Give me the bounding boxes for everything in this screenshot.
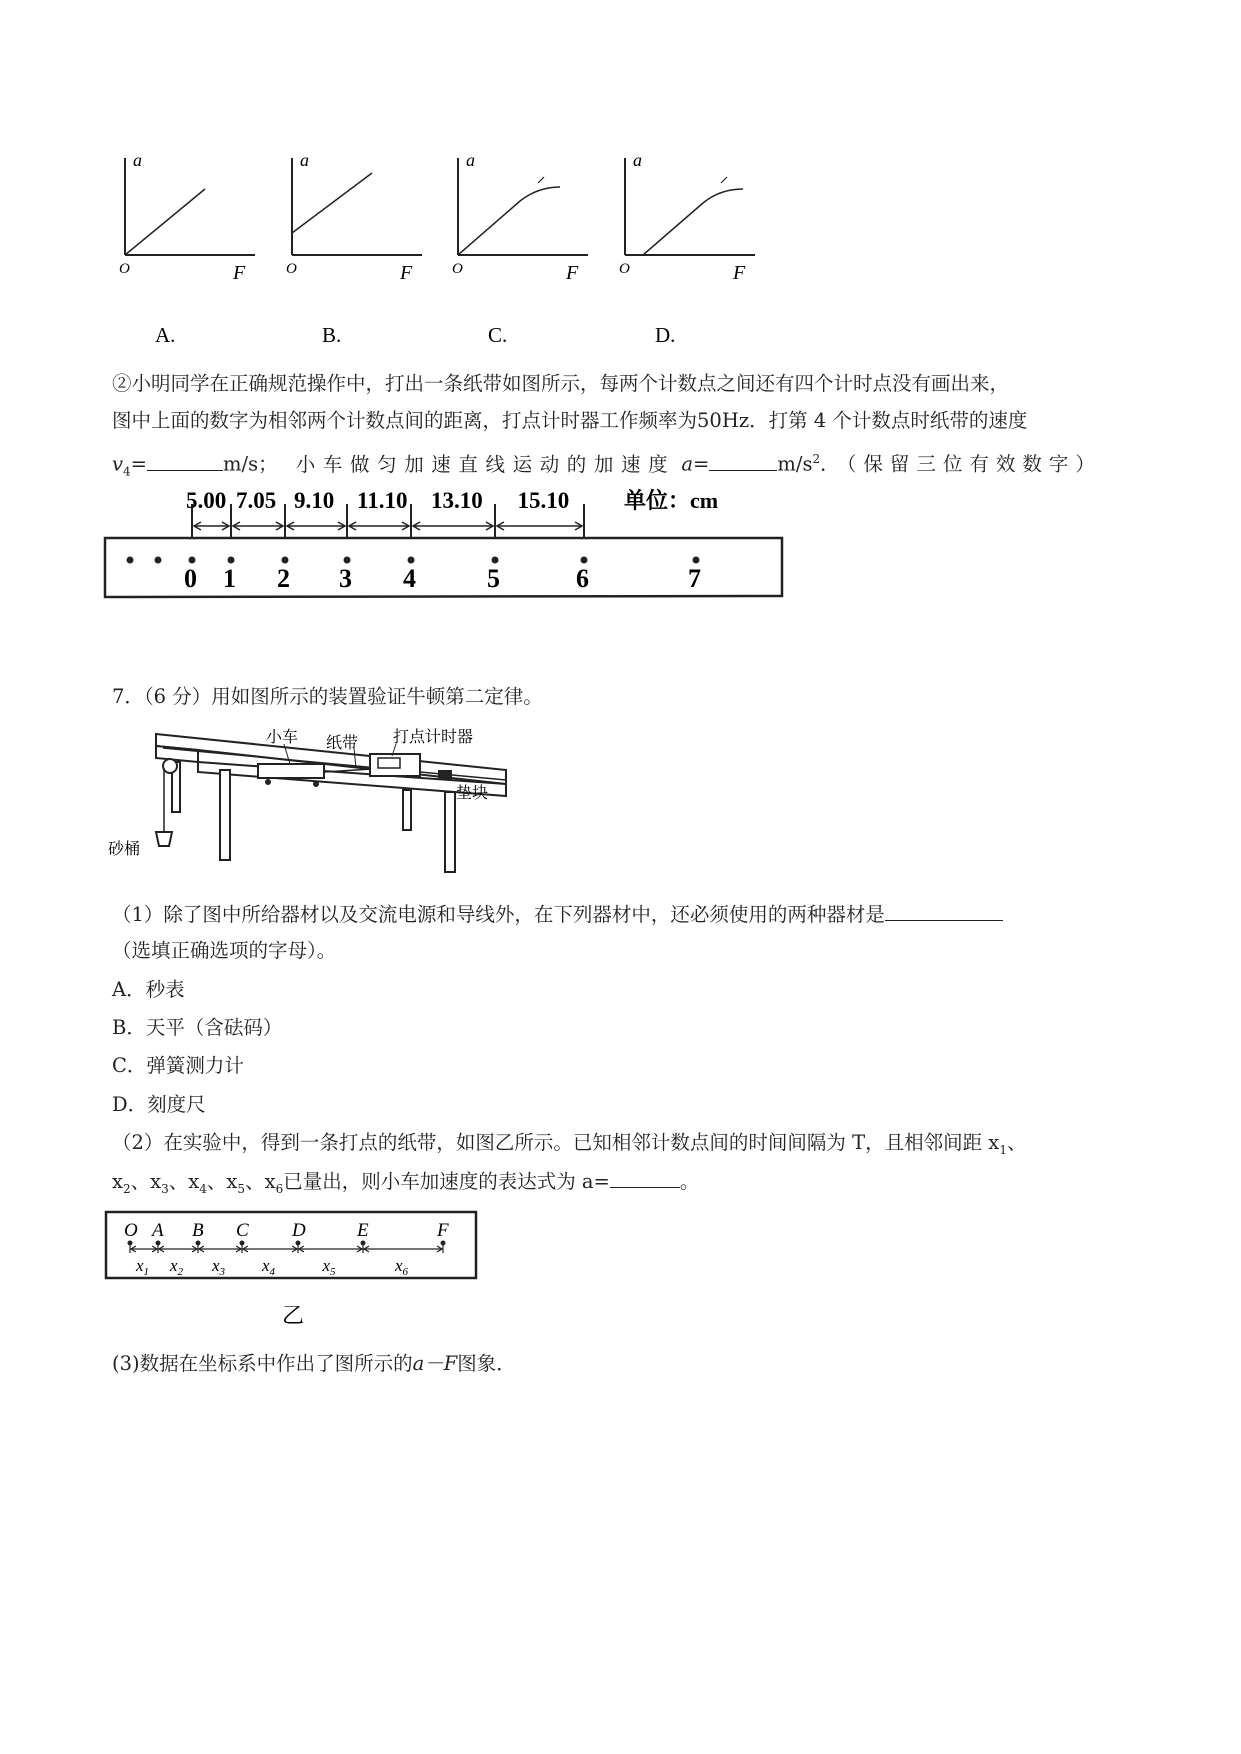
q7-part2-sep: 、x (245, 1170, 276, 1193)
graph-axis-f: F (400, 262, 413, 284)
tape2-point-label: F (437, 1220, 449, 1241)
tape2-segment-label: $x_2$ (170, 1256, 184, 1278)
q6-part2-line1: ②小明同学在正确规范操作中，打出一条纸带如图所示，每两个计数点之间还有四个计时点没有画出来， (112, 372, 1010, 395)
q7-option-a: A．秒表 (112, 978, 185, 1001)
q7-part2-line2: $x_2$、$x_3$、$x_4$、$x_5$、$x_6$已量出，则小车加速度的表达式为 a= 。 (112, 1167, 1132, 1203)
tape1-point (344, 557, 351, 564)
tape2-point-label: O (124, 1220, 138, 1241)
tape1-point (408, 557, 415, 564)
tape1-point (228, 557, 235, 564)
equals-sign-2: = (693, 452, 710, 476)
tape1-point (693, 557, 700, 564)
q7-part3-end: 图象． (457, 1352, 516, 1375)
accel-text: 小车做匀加速直线运动的加速度 (295, 452, 676, 476)
sig-fig-note: ．（保留三位有效数字） (820, 452, 1102, 476)
tape2-caption: 乙 (282, 1303, 305, 1328)
tape1-point-label: 4 (403, 564, 416, 593)
label-bucket: 砂桶 (108, 841, 141, 858)
graph-origin: O (286, 261, 297, 277)
tape2-segment-label: $x_3$ (212, 1256, 226, 1278)
q7-stem: 7．（6 分）用如图所示的装置验证牛顿第二定律。 (112, 685, 543, 708)
tape1-point-label: 0 (184, 564, 197, 593)
tape1-unit: 单位：cm (624, 488, 719, 513)
tape1-dot-extra (127, 557, 134, 564)
unit-a-superscript: 2 (812, 452, 821, 466)
q6-part2-line2: 图中上面的数字为相邻两个计数点间的距离，打点计时器工作频率为50Hz．打第 4 个计数点时纸带的速度 (112, 409, 1028, 432)
tape1-distance: 7.05 (236, 488, 277, 513)
tape1-point (189, 557, 196, 564)
tape2-segment-label: $x_6$ (395, 1256, 409, 1278)
equals-sign: = (130, 452, 148, 476)
tape1-point-label: 3 (339, 564, 352, 593)
tape1-point (492, 557, 499, 564)
tape1-point-label: 6 (576, 564, 589, 593)
apparatus-diagram (108, 722, 528, 882)
tape1-point-label: 1 (223, 564, 236, 593)
tape1-point-label: 2 (277, 564, 290, 593)
tape1-dot-extra (155, 557, 162, 564)
graph-axis-f: F (566, 262, 579, 284)
q7-part1-line2: （选填正确选项的字母）。 (112, 939, 337, 962)
label-timer: 打点计时器 (393, 729, 474, 746)
tape1-point (282, 557, 289, 564)
graph-option-label: A. (155, 323, 176, 347)
q7-part2-text: （2）在实验中，得到一条打点的纸带，如图乙所示。已知相邻计数点间的时间间隔为 T，且相邻间距 x (112, 1131, 1000, 1154)
tape2-point-label: D (292, 1220, 306, 1241)
tape1-distance: 15.10 (517, 488, 570, 513)
tape2-segment-label: $x_4$ (262, 1256, 276, 1278)
graph-option-label: D. (655, 323, 676, 347)
graph-axis-a: a (466, 150, 475, 170)
unit-a: m/s (777, 452, 813, 476)
graph-b (286, 150, 422, 347)
label-block: 垫块 (456, 785, 489, 802)
label-cart: 小车 (266, 729, 299, 746)
q7-part3-text: (3)数据在坐标系中作出了图所示的 (112, 1352, 413, 1375)
q7-part3 (112, 1350, 1132, 1378)
graph-origin: O (619, 261, 630, 277)
af-graphs (100, 150, 860, 355)
paper-tape-1 (100, 480, 800, 605)
graph-d (619, 150, 755, 347)
tape1-distance: 5.00 (186, 488, 227, 513)
q7-part1-line1 (112, 900, 1132, 929)
tape2-segment-label: $x_1$ (136, 1256, 150, 1278)
q7-part2-comma: 、 (1006, 1131, 1027, 1154)
q7-option-c: C．弹簧测力计 (112, 1054, 244, 1077)
tape2-point-label: B (192, 1220, 204, 1241)
q7-part2-end: 。 (679, 1170, 700, 1193)
graph-origin: O (119, 261, 130, 277)
q7-part1-answer-blank[interactable] (885, 900, 1003, 921)
q7-option-b: B．天平（含砝码） (112, 1016, 283, 1039)
paper-tape-2 (100, 1205, 500, 1330)
graph-axis-f: F (733, 262, 746, 284)
q7-part3-af: a－F (412, 1352, 458, 1375)
graph-axis-a: a (133, 150, 142, 170)
v4-answer-blank[interactable] (147, 450, 223, 471)
q7-part2-answer-blank[interactable] (610, 1167, 680, 1188)
q7-part1-text: （1）除了图中所给器材以及交流电源和导线外，在下列器材中，还必须使用的两种器材是 (112, 903, 885, 926)
tape2-segment-label: $x_5$ (322, 1256, 336, 1278)
graph-option-label: B. (322, 323, 342, 347)
label-tape: 纸带 (326, 735, 359, 752)
tape1-point (581, 557, 588, 564)
tape2-point-label: A (152, 1220, 164, 1241)
tape1-distance: 13.10 (431, 488, 483, 513)
graph-option-label: C. (488, 323, 508, 347)
graph-axis-f: F (233, 262, 246, 284)
graph-c (452, 150, 588, 347)
tape2-point-label: C (236, 1220, 249, 1241)
tape1-distance: 9.10 (294, 488, 335, 513)
v-symbol: v (112, 452, 124, 476)
accel-answer-blank[interactable] (709, 450, 777, 471)
graph-axis-a: a (633, 150, 642, 170)
q7-option-d: D．刻度尺 (112, 1093, 206, 1116)
tape1-point-label: 7 (688, 564, 701, 593)
graph-origin: O (452, 261, 463, 277)
a-symbol: a (681, 452, 694, 476)
tape1-point-label: 5 (487, 564, 500, 593)
tape2-point-label: E (357, 1220, 369, 1241)
q7-part2-line1: （2）在实验中，得到一条打点的纸带，如图乙所示。已知相邻计数点间的时间间隔为 T，且相邻间距 $x_1$、 (112, 1131, 1027, 1157)
graph-a (119, 150, 255, 347)
q7-part2-expression-text: 已量出，则小车加速度的表达式为 a= (283, 1170, 610, 1193)
unit-v: m/s； (223, 452, 278, 476)
v-subscript: 4 (123, 464, 131, 479)
tape1-distance: 11.10 (357, 488, 408, 513)
graph-axis-a: a (300, 150, 309, 170)
